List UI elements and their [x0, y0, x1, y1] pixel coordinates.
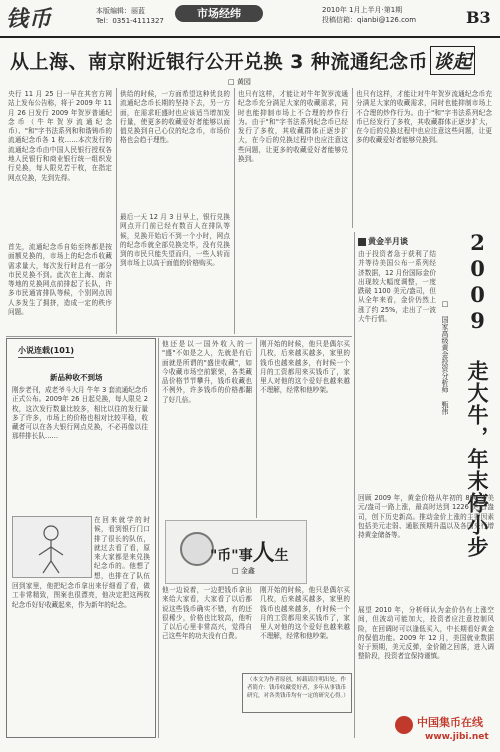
watermark-name: 中国集币在线 [417, 716, 483, 729]
page-number: B3 [466, 8, 491, 27]
column-divider [354, 232, 355, 738]
tag-marker-icon [358, 238, 366, 246]
page-header [0, 0, 500, 38]
editor-tel: Tel：0351-4111327 [96, 17, 164, 25]
middle-text-4: 刚开始的时候，他只是偶尔买几枚，后来越买越多，家里的钱币也越来越多，有时候一个月的工资都用来买钱币了，家里人对他的这个爱好也越来越不理解，经常和他吵架。 [260, 586, 350, 641]
novel-column-title: 小说连载(101) [18, 345, 74, 358]
lead-headline [10, 46, 475, 75]
coin-icon [180, 532, 214, 566]
feature-title-prefix: "币" [210, 548, 239, 564]
gold-tag [358, 236, 408, 247]
editor-info [96, 6, 164, 26]
illustration-image [12, 516, 92, 578]
column-divider [352, 88, 353, 228]
submission-email: 投稿信箱：qianbi@126.com [322, 16, 417, 24]
middle-text-2: 刚开始的时候，他只是偶尔买几枚，后来越买越多，家里的钱币也越来越多，有时候一个月的工资都用来买钱币了，家里人对他的这个爱好也越来越不理解，经常和他吵架。 [260, 340, 350, 395]
middle-text-3: 他一边说着，一边把钱币拿出来给大家看，大家看了以后都说这些钱币确实不错，有的还很稀少，价格也比较高，他听了以后心里非常高兴，觉得自己这些年的功夫没有白费。 [162, 586, 252, 641]
feature-title [210, 536, 289, 567]
site-watermark [395, 712, 499, 752]
section-divider [6, 336, 352, 337]
author-note: （本文为作者原创，转载请注明出处。作者简介：钱币收藏爱好者，多年从事钱币研究，对各类钱币均有一定的研究心得。） [242, 673, 352, 713]
feature-title-c: 生 [274, 548, 289, 564]
watermark-logo-icon [395, 716, 413, 734]
gold-headline: 2009 走大牛，年末停小步 [465, 230, 490, 558]
gold-text-2: 回顾 2009 年，黄金价格从年初的 800 多美元/盎司一路上涨，最高时达到 1226 美元/盎司，创下历史新高。推动金价上涨的主要因素包括美元走弱、通胀预期升温以及各国央行增持黄金储备等。 [358, 494, 494, 540]
lead-para-5-cont: 也只有这样，才能让对牛年贺岁流通纪念币充分满足大家的收藏需求，同时也能抑制市场上不合理的炒作行为。由于"和"字书法系列纪念币已经发行了多枚，其收藏群体正逐步扩大，在今后的兑换过程中也应注意这些问题，让更多的收藏爱好者能够兑换到。 [356, 90, 492, 145]
dateline [322, 5, 416, 25]
lead-headline-tag: 谈起 [430, 46, 475, 75]
novel-subhead: 新品种收不到场 [50, 373, 103, 382]
novel-text-3: 回到家里，他把纪念币拿出来仔细看了看，做工非常精致，图案也很漂亮，他决定把这两枚纪念币好好收藏起来，作为新年的纪念。 [12, 582, 150, 609]
lead-para-5: 也只有这样，才能让对牛年贺岁流通纪念币充分满足大家的收藏需求，同时也能抑制市场上不合理的炒作行为。由于"和"字书法系列纪念币已经发行了多枚，其收藏群体正逐步扩大，在今后的兑换过程中也应注意这些问题，让更多的收藏爱好者能够兑换到。 [238, 90, 348, 164]
section-title: 市场经纬 [175, 5, 263, 22]
column-divider [116, 88, 117, 334]
novel-text-1: 刚步老刊，成老爷斗大月 牛年 3 套流通纪念币正式公布。2009年 26 日起兑换，每人限兑 2 枚，这次发行数量比较多，相比以往的发行量多了许多，市场上的价格也相对比较平稳，收藏者可以在各大银行网点兑换，不必再像以往那样排长队…… [12, 386, 148, 441]
figure-illustration [13, 517, 91, 577]
watermark-url: www.jibi.net [425, 732, 489, 742]
lead-para-2: 首先，流通纪念币自始至终都是按面额兑换的，市场上的纪念币收藏需求量大，每次发行时总有一部分市民兑换不到。此次在上海、南京等地的兑换网点前排起了长队，许多市民通宵排队等候，个别网点因人多发生了拥挤，造成一定的秩序问题。 [8, 243, 112, 317]
editor-name: 本版编辑：丽蓝 [96, 7, 145, 15]
novel-text-wrap: 在回来就学的时候，看到银行门口排了很长的队伍，就过去看了看，原来大家都是来兑换纪念币的。他想了想，也排在了队伍 [94, 516, 150, 580]
feature-title-b: 人 [252, 540, 275, 566]
issue-date: 2010年 1月上半月·第1期 [322, 6, 403, 14]
column-divider [234, 88, 235, 334]
middle-text-1: 他还是以一国外收入的一 "盛"不如是之人，先就是有后面就是所谓的"盛世收藏"，如今收藏市场空前繁荣，各类藏品价格节节攀升，钱币收藏也不例外，许多钱币的价格都翻了好几倍。 [162, 340, 252, 404]
lead-byline: □ 黄园 [228, 78, 251, 86]
gold-text-3: 展望 2010 年，分析师认为金价仍有上涨空间，但波动可能加大，投资者应注意控制风险，在回调时可以逢低买入，中长期看好黄金的保值功能。2009 年 12 月，美国就业数据好于预期，美元反弹，金价随之回落，进入调整阶段，投资者宜保持谨慎。 [358, 606, 494, 661]
lead-para-3: 供给的时候，一方面希望这种优良的流通纪念币长期的坚持下去，另一方面，在需求旺盛时也应该适当增加发行量，使更多的收藏爱好者能够以面值兑换到自己心仪的纪念币，市场价格也会趋于理性。 [120, 90, 230, 145]
feature-byline: □ 金鑫 [232, 567, 255, 575]
gold-byline: □ 国家高级黄金投资分析师 甄伟 [441, 300, 449, 415]
masthead-logo: 钱币 [6, 6, 53, 32]
gold-tag-label: 黄金半月谈 [368, 237, 408, 246]
gold-text-1: 由于投资者急于获利了结并等待美国公布一系列经济数据，12 月份国际金价出现较大幅度调整，一度跌破 1100 美元/盎司，但从全年来看，金价仍然上涨了约 25%，走出了一波大牛行情。 [358, 250, 436, 324]
column-divider [256, 338, 257, 518]
column-divider [158, 338, 159, 738]
feature-title-a: 事 [238, 548, 253, 564]
lead-para-1: 央行 11 月 25 日一早在其官方网站上发布公告称，将于 2009 年 11 月 26 日发行 2009 年贺岁普通纪念币（牛年贺岁流通纪念币）、"和"字书法系列和和谐铸币的流通纪念币各 1 枚……本次发行的流通纪念币由中国人民银行授权各地人民银行和商业银行统一组织发行兑换，每人限兑若干枚，在指定网点兑换，先到先得。 [8, 90, 112, 182]
lead-para-4: 最后一天 12 月 3 日早上，银行兑换网点开门前已经有数百人在排队等候，兑换开始后不到一个小时，网点的纪念币就全部兑换完毕，没有兑换到的市民只能失望而归，一些人转而到市场上以高于面值的价格购买。 [120, 213, 230, 268]
lead-headline-text: 从上海、南京附近银行公开兑换 3 种流通纪念币 [10, 51, 428, 73]
